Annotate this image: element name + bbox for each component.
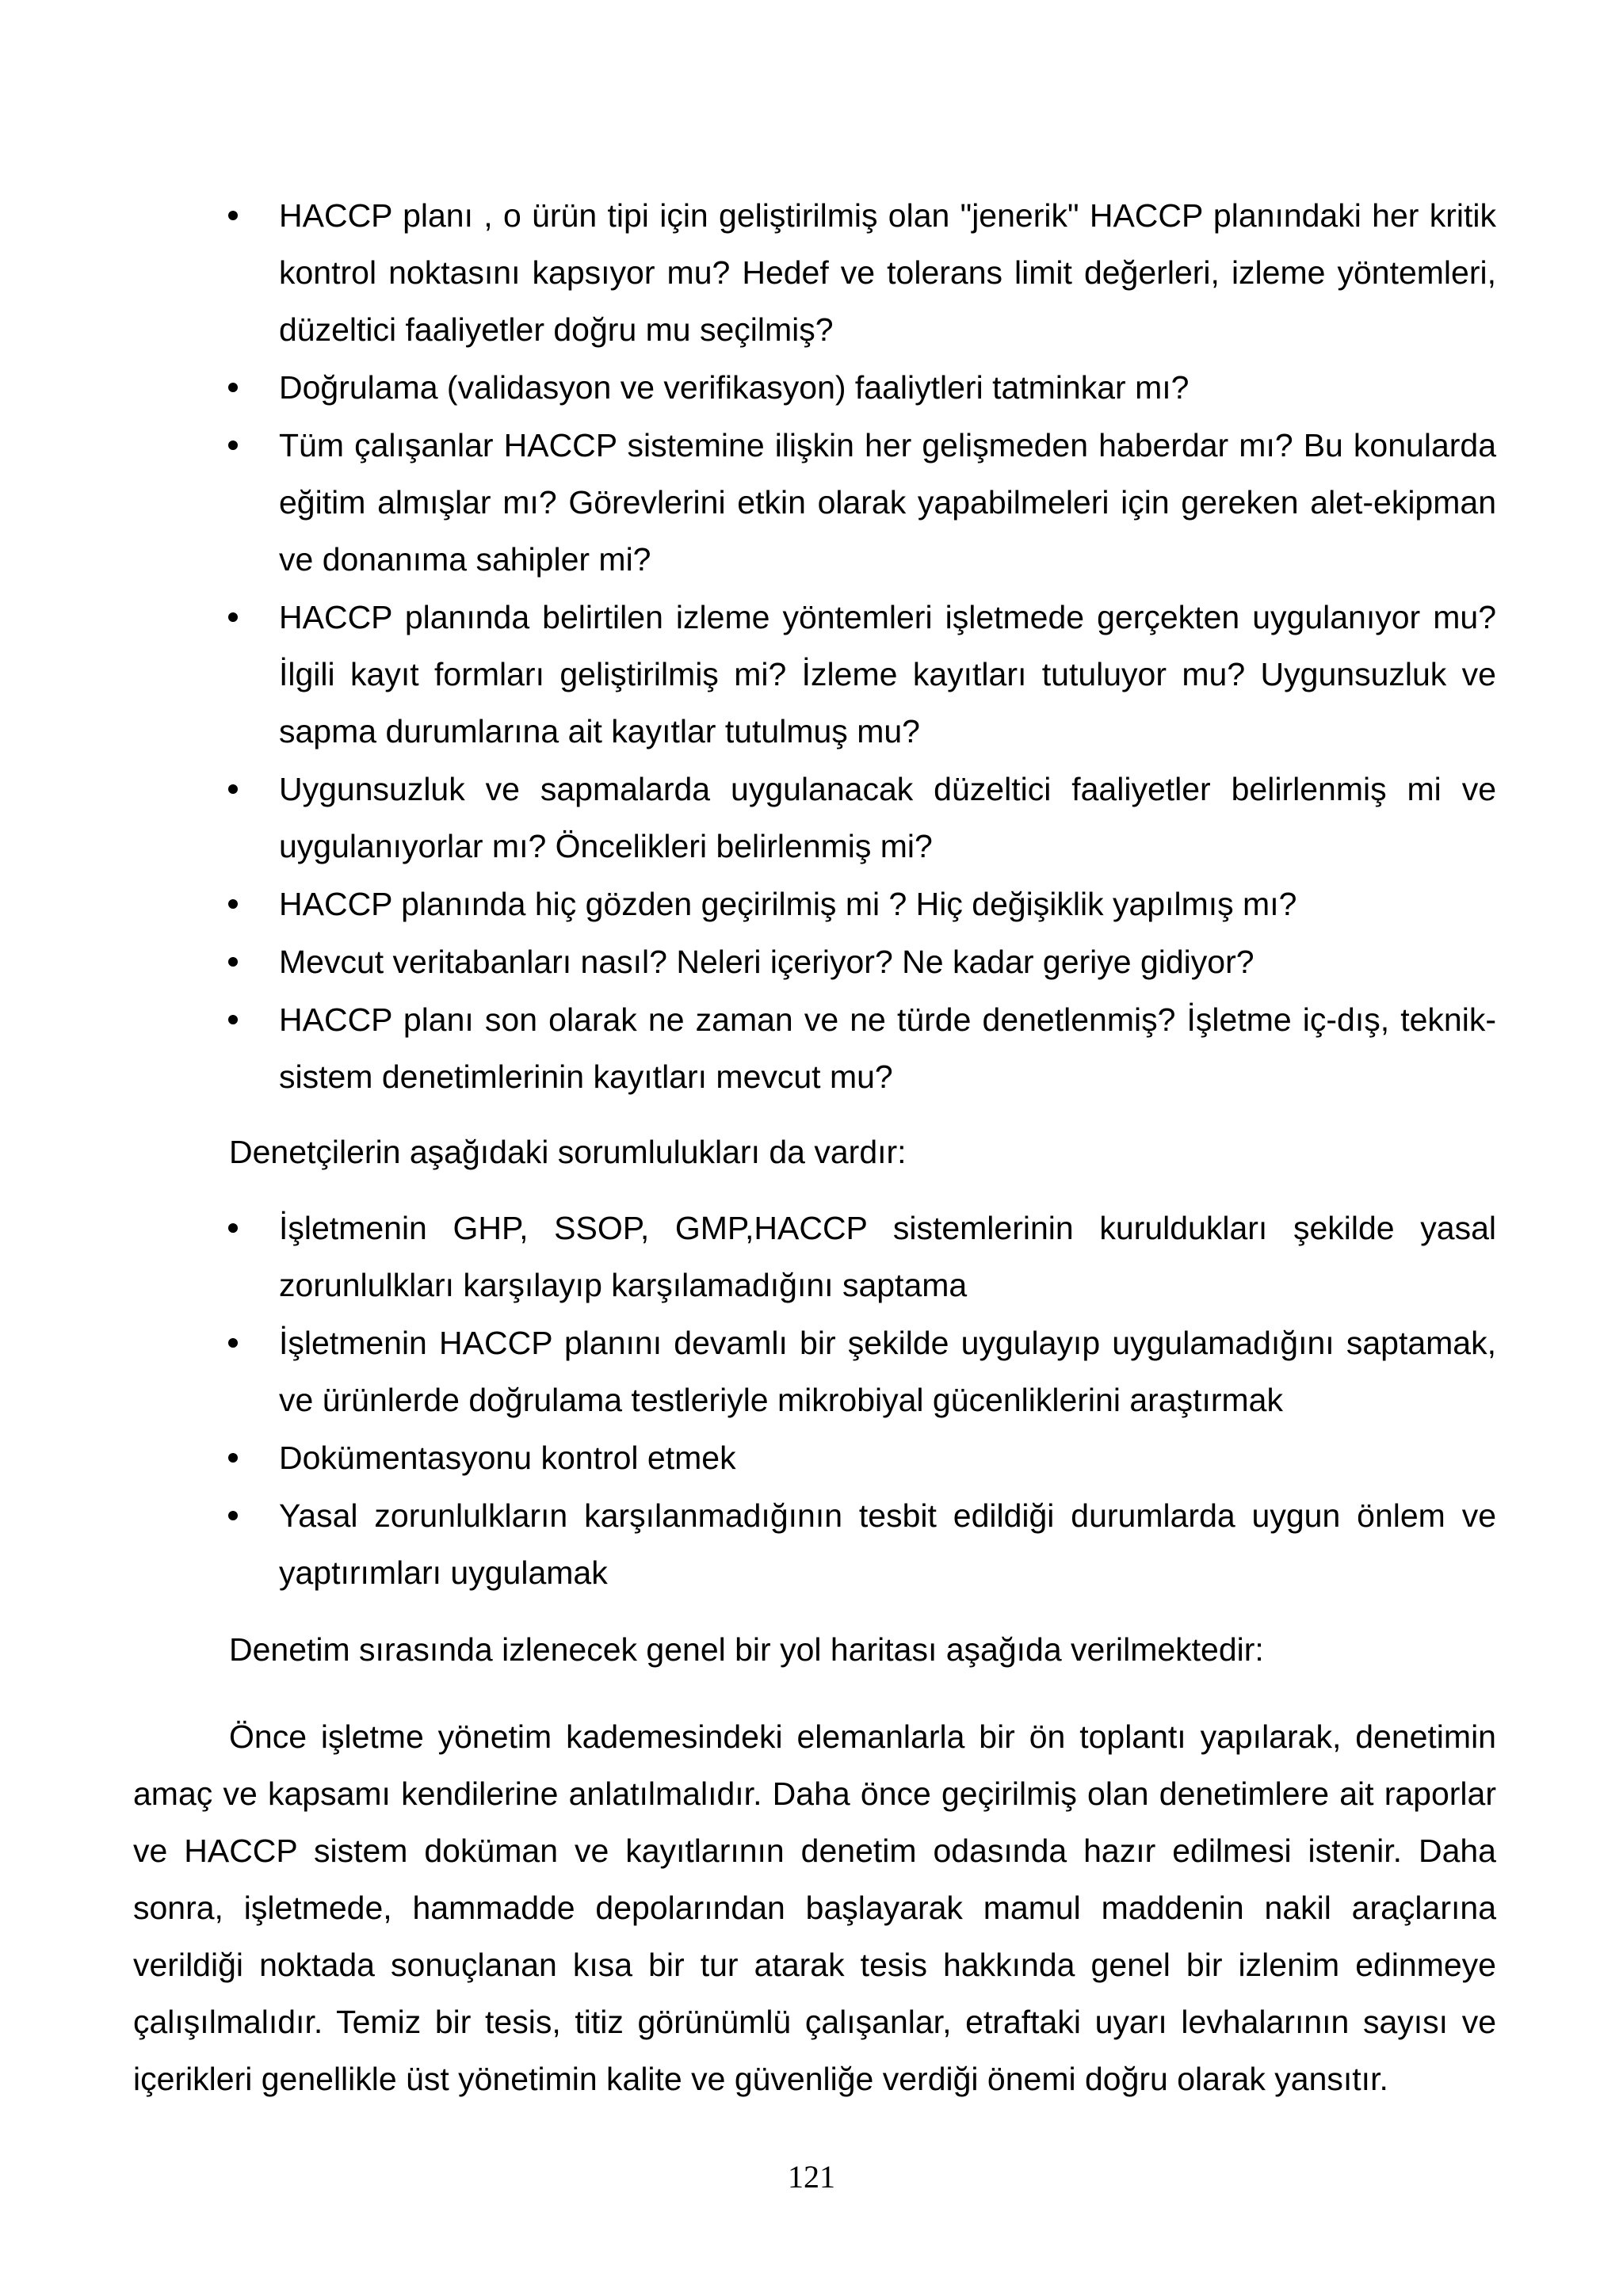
responsibilities-intro: Denetçilerin aşağıdaki sorumlulukları da vardır: [229, 1134, 907, 1170]
list-item-text: HACCP planında hiç gözden geçirilmiş mi ? Hiç değişiklik yapılmış mı? [279, 886, 1297, 922]
bullet-icon [228, 784, 238, 794]
bullet-icon [228, 383, 238, 392]
list-item-text: Uygunsuzluk ve sapmalarda uygulanacak düzeltici faaliyetler belirlenmiş mi ve uygulanıyorlar mı? Öncelikleri belirlenmiş mi? [279, 771, 1496, 864]
body-paragraph: Önce işletme yönetim kademesindeki elemanlarla bir ön toplantı yapılarak, denetimin amaç ve kapsamı kendilerine anlatılmalıdır. Daha önce geçirilmiş olan denetimlere ait raporlar ve HACCP sistem doküman ve kayıtlarının denetim odasında hazır edilmesi istenir. Daha sonra, işletmede, hammadde depolarından başlayarak mamul maddenin nakil araçlarına verildiği noktada sonuçlanan kısa bir tur atarak tesis hakkında genel bir izlenim edinmeye çalışılmalıdır. Temiz bir tesis, titiz görünümlü çalışanlar, etraftaki uyarı levhalarının sayısı ve içerikleri genellikle üst yönetimin kalite ve güvenliğe verdiği önemi doğru olarak yansıtır. [133, 1718, 1496, 2097]
list-item [279, 761, 1496, 875]
responsibilities-list [279, 1199, 1496, 1602]
list-item [279, 359, 1496, 416]
bullet-icon [228, 1453, 238, 1463]
list-item [279, 1487, 1496, 1601]
list-item-text: HACCP planı son olarak ne zaman ve ne türde denetlenmiş? İşletme iç-dış, teknik-sistem denetimlerinin kayıtları mevcut mu? [279, 1001, 1496, 1095]
list-item [279, 1429, 1496, 1486]
bullet-icon [228, 1015, 238, 1024]
bullet-icon [228, 1511, 238, 1520]
list-item-text: İşletmenin HACCP planını devamlı bir şekilde uygulayıp uygulamadığını saptamak, ve ürünlerde doğrulama testleriyle mikrobiyal gücenliklerini araştırmak [279, 1325, 1496, 1418]
bullet-icon [228, 957, 238, 967]
bullet-icon [228, 441, 238, 450]
list-item [279, 589, 1496, 760]
audit-questions-list [279, 187, 1496, 1106]
page-number: 121 [788, 2159, 835, 2195]
list-item [279, 417, 1496, 588]
list-item [279, 187, 1496, 358]
list-item [279, 991, 1496, 1105]
list-item [279, 1314, 1496, 1428]
bullet-icon [228, 899, 238, 909]
bullet-icon [228, 612, 238, 622]
list-item-text: Tüm çalışanlar HACCP sistemine ilişkin her gelişmeden haberdar mı? Bu konularda eğitim almışlar mı? Görevlerini etkin olarak yapabilmeleri için gereken alet-ekipman ve donanıma sahipler mi? [279, 427, 1496, 578]
list-item [279, 1199, 1496, 1314]
list-item [279, 933, 1496, 990]
list-item-text: HACCP planı , o ürün tipi için geliştirilmiş olan "jenerik" HACCP planındaki her kritik kontrol noktasını kapsıyor mu? Hedef ve tolerans limit değerleri, izleme yöntemleri, düzeltici faaliyetler doğru mu seçilmiş? [279, 197, 1496, 348]
list-item [279, 875, 1496, 933]
list-item-text: Doğrulama (validasyon ve verifikasyon) faaliytleri tatminkar mı? [279, 369, 1190, 406]
bullet-icon [228, 1338, 238, 1348]
list-item-text: İşletmenin GHP, SSOP, GMP,HACCP sistemlerinin kuruldukları şekilde yasal zorunlulkları karşılayıp karşılamadığını saptama [279, 1210, 1496, 1303]
bullet-icon [228, 211, 238, 220]
list-item-text: Yasal zorunlulkların karşılanmadığının tesbit edildiği durumlarda uygun önlem ve yaptırımları uygulamak [279, 1497, 1496, 1591]
bullet-icon [228, 1223, 238, 1233]
list-item-text: Dokümentasyonu kontrol etmek [279, 1440, 736, 1476]
roadmap-intro: Denetim sırasında izlenecek genel bir yol haritası aşağıda verilmektedir: [229, 1631, 1264, 1668]
list-item-text: HACCP planında belirtilen izleme yöntemleri işletmede gerçekten uygulanıyor mu? İlgili kayıt formları geliştirilmiş mi? İzleme kayıtları tutuluyor mu? Uygunsuzluk ve sapma durumlarına ait kayıtlar tutulmuş mu? [279, 599, 1496, 749]
list-item-text: Mevcut veritabanları nasıl? Neleri içeriyor? Ne kadar geriye gidiyor? [279, 944, 1254, 980]
